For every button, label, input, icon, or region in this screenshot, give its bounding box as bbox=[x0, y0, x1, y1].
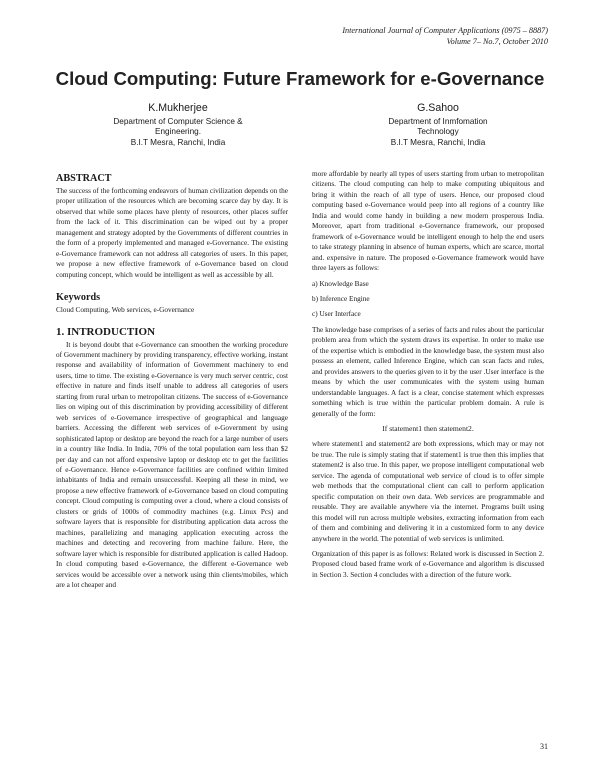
introduction-heading: 1. INTRODUCTION bbox=[56, 325, 156, 338]
author-affiliation: B.I.T Mesra, Ranchi, India bbox=[390, 137, 486, 147]
introduction-paragraph: It is beyond doubt that e-Governance can smoothen the working procedure of Government machinery by providing transparency, effective working, instant response and availability of information of Government machinery to end users, time to time. The existing e-Governance is very much server centric, cost effective in nature and finds itself unable to address all categories of users starting from rural urban to metropolitan citizens. The success of e-Governance lies on wiping out of this discrimination by providing accessibility of different web services of e-Governance irrespective of geographical and language barriers. Accessing the different web services of e-Government by using sophisticated laptop or desktop are beyond the reach for a large number of users in a country like India. In India, 70% of the total population earn less than $2 per day and can not afford expensive laptop or desktop etc to get the facilities of e-Governance. Hence e-Governance facilities are confined within limited inhabitants of India and remain unsuccessful. Keeping all these in mind, we propose a new effective framework of e-Governance based on cloud computing concept. Cloud computing is computing over a cloud, where a cloud consists of clusters or grids of 1000s of commodity machines (e.g. Linux Pcs) and software layers that is responsible for distributing application data across the machines, parallelizing and managing application executing across the machines and detecting and recovering from machine failure. Here, the software layer which is responsible for distributed application is called Hadoop. In cloud computing based e-Governance, the different e-Governance web services would be accessible over a network using thin clients/mobiles, which are a lot cheaper and bbox=[56, 340, 288, 589]
abstract-heading: ABSTRACT bbox=[56, 173, 112, 184]
rule-explanation-paragraph: where statement1 and statement2 are both expressions, which may or may not be true. The rule is simply stating that if statement1 is true then this implies that statement2 is also true. In this paper, we propose intelligent computational web service. The agenda of computational web service of cloud is to offer simple web methods that the computational client can call to perform application specific computation on their own data. Web services are programmable and reusable. They are available anywhere via the internet. Programs built using this model will run across multiple websites, extracting information from each of them and combining and delivering it in a customized form to any device anywhere in the world. The potential of web services is unlimited. bbox=[312, 440, 544, 543]
layer-item: a) Knowledge Base bbox=[312, 279, 369, 288]
rule-statement: If statement1 then statement2. bbox=[382, 423, 474, 433]
author-name: G.Sahoo bbox=[417, 102, 459, 114]
journal-name: International Journal of Computer Applications (0975 – 8887) bbox=[342, 26, 548, 35]
page-number: 31 bbox=[540, 742, 548, 751]
abstract-text: The success of the forthcoming endeavors of human civilization depends on the proper utilization of the resources which are becoming scarce day by day. It is observed that while some places have plenty of resources, other places suffer from the lack of it. This discrimination can be wiped out by a proper management and strategy adopted by the Governments of different countries in the form of a properly implemented and managed e-Governance. The existing e-Governance framework can not address all categories of users. In this paper, we propose a new effective framework of e-Governance based on cloud computing concept, which would be intelligent as well as accessible by all. bbox=[56, 187, 288, 279]
author-name: K.Mukherjee bbox=[148, 102, 208, 114]
author-block bbox=[338, 102, 538, 148]
journal-header bbox=[342, 26, 548, 47]
right-column bbox=[312, 169, 544, 580]
layer-item: c) User Interface bbox=[312, 310, 361, 319]
journal-volume: Volume 7– No.7, October 2010 bbox=[446, 36, 548, 46]
keywords-heading: Keywords bbox=[56, 292, 101, 304]
keywords-text: Cloud Computing, Web services, e-Governance bbox=[56, 306, 195, 315]
introduction-paragraph-continued: more affordable by nearly all types of users starting from urban to metropolitan citizens. The cloud computing can help to make computing ubiquitous and bring it within the reach of all type of users. Hence, our proposed cloud computing based e-Governance would peep into all regions of a country like India and would come handy in building a new modern prosperous India. Moreover, apart from traditional e-Governance framework, our proposed framework of e-Governance would be intelligent enough to help the end users to take strategy planning in absence of human experts, which are scarce, mortal and. expensive in nature. The proposed e-Governance framework would have three layers as follows: bbox=[312, 170, 544, 273]
paper-title: Cloud Computing: Future Framework for e-Governance bbox=[55, 68, 545, 89]
left-column bbox=[56, 173, 288, 590]
author-department-cont: Engineering. bbox=[155, 127, 201, 137]
knowledge-base-paragraph: The knowledge base comprises of a series of facts and rules about the particular problem area from which the system draws its expertise. In order to make use of the expertise which is embodied in the knowledge base, the system must also possess an element, called Inference Engine, which can scan facts and rules, and provides answers to the queries given to it by the user .User interface is the means by which the user communicates with the system using human understandable languages. A fact is a clear, concise statement which expresses something which is true within the particular problem domain. A rule is generally of the form: bbox=[312, 325, 544, 418]
author-affiliation: B.I.T Mesra, Ranchi, India bbox=[130, 137, 226, 147]
layer-item: b) Inference Engine bbox=[312, 294, 370, 303]
organization-paragraph: Organization of this paper is as follows: Related work is discussed in Section 2. Proposed cloud based frame work of e-Governance and algorithm is discussed in Section 3. Section 4 concludes with a direction of the future work. bbox=[312, 549, 544, 579]
author-department: Department of Inmfomation bbox=[388, 117, 488, 126]
author-block bbox=[78, 102, 278, 148]
author-department: Department of Computer Science & bbox=[113, 117, 243, 126]
author-department-cont: Technology bbox=[417, 127, 459, 137]
